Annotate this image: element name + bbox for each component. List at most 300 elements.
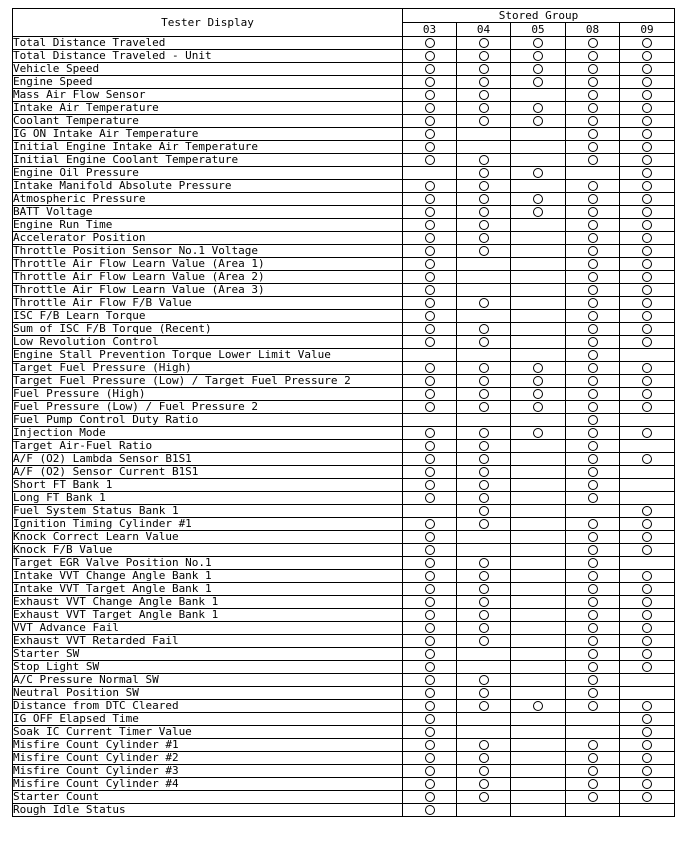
group-cell-08 [566,336,620,349]
item-label: Throttle Air Flow Learn Value (Area 1) [13,258,403,271]
group-cell-03 [403,648,457,661]
table-row [13,778,675,791]
group-cell-05 [511,583,566,596]
stored-circle-icon [588,558,598,568]
group-cell-04 [457,466,511,479]
group-cell-03 [403,284,457,297]
table-row [13,518,675,531]
group-cell-03 [403,180,457,193]
group-cell-05 [511,232,566,245]
group-cell-05 [511,427,566,440]
group-cell-09 [620,414,675,427]
stored-circle-icon [425,662,435,672]
stored-circle-icon [425,636,435,646]
stored-circle-icon [425,311,435,321]
group-cell-09 [620,687,675,700]
stored-circle-icon [479,779,489,789]
stored-circle-icon [425,610,435,620]
stored-circle-icon [479,220,489,230]
stored-circle-icon [588,675,598,685]
group-cell-08 [566,622,620,635]
group-column-header: 04 [457,23,511,37]
stored-circle-icon [479,194,489,204]
group-cell-03 [403,388,457,401]
group-cell-09 [620,765,675,778]
stored-circle-icon [425,532,435,542]
group-cell-03 [403,167,457,180]
stored-circle-icon [588,142,598,152]
stored-circle-icon [588,233,598,243]
group-cell-03 [403,583,457,596]
stored-circle-icon [642,597,652,607]
group-cell-03 [403,414,457,427]
group-cell-09 [620,492,675,505]
group-cell-09 [620,713,675,726]
stored-circle-icon [533,363,543,373]
tester-display-header: Tester Display [13,9,403,37]
group-cell-03 [403,466,457,479]
stored-circle-icon [425,194,435,204]
group-cell-08 [566,310,620,323]
stored-circle-icon [533,168,543,178]
stored-circle-icon [479,376,489,386]
group-cell-04 [457,50,511,63]
item-label: Fuel System Status Bank 1 [13,505,403,518]
stored-group-table [12,8,675,817]
group-cell-05 [511,661,566,674]
group-cell-05 [511,700,566,713]
stored-circle-icon [479,623,489,633]
stored-circle-icon [479,207,489,217]
table-row [13,804,675,817]
group-cell-04 [457,635,511,648]
stored-circle-icon [642,363,652,373]
group-cell-08 [566,596,620,609]
stored-circle-icon [479,389,489,399]
stored-circle-icon [425,337,435,347]
table-row [13,362,675,375]
stored-circle-icon [642,324,652,334]
group-cell-09 [620,570,675,583]
group-cell-05 [511,37,566,50]
table-row [13,206,675,219]
stored-circle-icon [588,272,598,282]
stored-circle-icon [479,155,489,165]
table-row [13,479,675,492]
group-cell-08 [566,323,620,336]
stored-circle-icon [425,675,435,685]
stored-circle-icon [425,558,435,568]
stored-circle-icon [425,584,435,594]
group-cell-03 [403,739,457,752]
stored-circle-icon [642,259,652,269]
stored-circle-icon [479,493,489,503]
stored-circle-icon [479,116,489,126]
group-cell-03 [403,336,457,349]
item-label: Starter Count [13,791,403,804]
item-label: Intake Manifold Absolute Pressure [13,180,403,193]
stored-circle-icon [479,584,489,594]
group-cell-08 [566,557,620,570]
group-cell-09 [620,154,675,167]
group-cell-04 [457,557,511,570]
item-label: Accelerator Position [13,232,403,245]
stored-circle-icon [642,155,652,165]
group-cell-09 [620,245,675,258]
group-cell-03 [403,635,457,648]
stored-circle-icon [425,792,435,802]
group-cell-05 [511,245,566,258]
table-row [13,297,675,310]
group-cell-09 [620,206,675,219]
group-cell-08 [566,284,620,297]
group-column-header: 05 [511,23,566,37]
stored-circle-icon [479,480,489,490]
group-cell-04 [457,89,511,102]
group-cell-08 [566,518,620,531]
stored-circle-icon [425,519,435,529]
table-row [13,531,675,544]
stored-circle-icon [588,363,598,373]
table-row [13,674,675,687]
group-cell-03 [403,518,457,531]
stored-circle-icon [479,337,489,347]
group-cell-09 [620,193,675,206]
group-cell-05 [511,180,566,193]
stored-circle-icon [425,441,435,451]
table-row [13,726,675,739]
stored-circle-icon [588,246,598,256]
stored-circle-icon [642,181,652,191]
group-cell-09 [620,622,675,635]
stored-circle-icon [642,532,652,542]
table-row [13,193,675,206]
table-row [13,466,675,479]
group-cell-08 [566,219,620,232]
group-cell-04 [457,297,511,310]
group-cell-04 [457,674,511,687]
item-label: Sum of ISC F/B Torque (Recent) [13,323,403,336]
stored-circle-icon [425,389,435,399]
stored-circle-icon [425,103,435,113]
table-row [13,427,675,440]
item-label: Short FT Bank 1 [13,479,403,492]
group-cell-08 [566,661,620,674]
item-label: Fuel Pressure (Low) / Fuel Pressure 2 [13,401,403,414]
item-label: A/F (O2) Lambda Sensor B1S1 [13,453,403,466]
stored-circle-icon [533,103,543,113]
group-cell-09 [620,466,675,479]
group-cell-08 [566,232,620,245]
stored-circle-icon [588,597,598,607]
stored-circle-icon [479,688,489,698]
group-cell-08 [566,752,620,765]
group-cell-03 [403,687,457,700]
stored-circle-icon [425,727,435,737]
group-cell-03 [403,778,457,791]
stored-circle-icon [588,493,598,503]
stored-circle-icon [533,38,543,48]
stored-circle-icon [642,649,652,659]
group-cell-08 [566,635,620,648]
stored-circle-icon [588,792,598,802]
stored-circle-icon [588,90,598,100]
group-cell-08 [566,440,620,453]
item-label: Soak IC Current Timer Value [13,726,403,739]
group-cell-04 [457,713,511,726]
group-cell-03 [403,76,457,89]
stored-circle-icon [533,64,543,74]
group-cell-05 [511,388,566,401]
group-cell-04 [457,388,511,401]
stored-circle-icon [425,454,435,464]
group-cell-03 [403,232,457,245]
item-label: Exhaust VVT Change Angle Bank 1 [13,596,403,609]
stored-circle-icon [479,636,489,646]
item-label: Misfire Count Cylinder #2 [13,752,403,765]
item-label: Fuel Pump Control Duty Ratio [13,414,403,427]
group-cell-09 [620,271,675,284]
stored-circle-icon [642,90,652,100]
item-label: Initial Engine Intake Air Temperature [13,141,403,154]
stored-circle-icon [425,298,435,308]
group-cell-08 [566,765,620,778]
group-cell-09 [620,752,675,765]
item-label: VVT Advance Fail [13,622,403,635]
stored-circle-icon [588,428,598,438]
group-cell-04 [457,310,511,323]
group-cell-04 [457,271,511,284]
stored-circle-icon [642,454,652,464]
stored-circle-icon [479,766,489,776]
group-cell-09 [620,648,675,661]
group-cell-05 [511,362,566,375]
group-cell-03 [403,726,457,739]
group-cell-08 [566,349,620,362]
item-label: Total Distance Traveled - Unit [13,50,403,63]
group-cell-08 [566,271,620,284]
table-row [13,687,675,700]
stored-circle-icon [642,636,652,646]
stored-circle-icon [479,441,489,451]
group-cell-09 [620,401,675,414]
group-cell-04 [457,232,511,245]
group-cell-04 [457,752,511,765]
group-cell-09 [620,388,675,401]
stored-circle-icon [425,480,435,490]
stored-circle-icon [642,376,652,386]
item-label: Misfire Count Cylinder #3 [13,765,403,778]
group-cell-05 [511,193,566,206]
group-cell-04 [457,349,511,362]
table-row [13,752,675,765]
table-row [13,76,675,89]
group-cell-09 [620,544,675,557]
group-cell-04 [457,284,511,297]
stored-circle-icon [588,311,598,321]
stored-circle-icon [642,792,652,802]
group-cell-09 [620,583,675,596]
stored-circle-icon [425,155,435,165]
group-cell-08 [566,362,620,375]
group-cell-09 [620,804,675,817]
group-cell-03 [403,401,457,414]
group-cell-08 [566,37,620,50]
group-cell-05 [511,271,566,284]
item-label: Intake Air Temperature [13,102,403,115]
stored-circle-icon [425,545,435,555]
stored-circle-icon [588,259,598,269]
group-cell-08 [566,141,620,154]
group-cell-05 [511,141,566,154]
group-cell-05 [511,102,566,115]
stored-circle-icon [588,545,598,555]
stored-circle-icon [642,194,652,204]
group-cell-03 [403,219,457,232]
stored-circle-icon [479,363,489,373]
table-row [13,622,675,635]
group-cell-08 [566,453,620,466]
group-cell-08 [566,167,620,180]
group-cell-08 [566,778,620,791]
group-cell-08 [566,505,620,518]
stored-circle-icon [425,402,435,412]
table-row [13,401,675,414]
table-row [13,128,675,141]
item-label: ISC F/B Learn Torque [13,310,403,323]
stored-circle-icon [642,220,652,230]
table-row [13,505,675,518]
table-row [13,791,675,804]
stored-circle-icon [588,662,598,672]
stored-group-header: Stored Group [403,9,675,23]
group-cell-03 [403,362,457,375]
group-cell-09 [620,674,675,687]
stored-circle-icon [425,805,435,815]
group-cell-09 [620,115,675,128]
item-label: Exhaust VVT Target Angle Bank 1 [13,609,403,622]
stored-circle-icon [642,662,652,672]
group-cell-04 [457,63,511,76]
item-label: Throttle Air Flow Learn Value (Area 2) [13,271,403,284]
group-cell-09 [620,427,675,440]
item-label: Engine Oil Pressure [13,167,403,180]
stored-circle-icon [479,740,489,750]
group-cell-09 [620,739,675,752]
stored-circle-icon [588,194,598,204]
stored-circle-icon [479,519,489,529]
table-body [13,37,675,817]
group-cell-05 [511,492,566,505]
group-cell-04 [457,791,511,804]
stored-circle-icon [588,64,598,74]
group-cell-03 [403,479,457,492]
item-label: Long FT Bank 1 [13,492,403,505]
group-cell-05 [511,401,566,414]
group-cell-08 [566,492,620,505]
stored-circle-icon [642,740,652,750]
group-cell-09 [620,596,675,609]
stored-circle-icon [642,246,652,256]
stored-circle-icon [533,389,543,399]
group-cell-09 [620,167,675,180]
group-cell-08 [566,206,620,219]
group-cell-03 [403,37,457,50]
group-cell-04 [457,661,511,674]
table-row [13,310,675,323]
group-cell-04 [457,726,511,739]
stored-circle-icon [479,792,489,802]
group-cell-05 [511,739,566,752]
group-cell-09 [620,375,675,388]
stored-circle-icon [588,766,598,776]
stored-circle-icon [479,103,489,113]
group-cell-04 [457,765,511,778]
group-cell-08 [566,401,620,414]
group-cell-04 [457,583,511,596]
stored-circle-icon [642,506,652,516]
stored-circle-icon [588,636,598,646]
group-cell-05 [511,206,566,219]
group-cell-03 [403,102,457,115]
group-cell-09 [620,518,675,531]
stored-circle-icon [642,207,652,217]
item-label: Engine Stall Prevention Torque Lower Limit Value [13,349,403,362]
stored-circle-icon [642,714,652,724]
stored-circle-icon [479,324,489,334]
group-cell-03 [403,531,457,544]
group-cell-05 [511,284,566,297]
group-cell-09 [620,323,675,336]
group-cell-03 [403,141,457,154]
group-cell-04 [457,167,511,180]
stored-circle-icon [425,246,435,256]
table-row [13,739,675,752]
table-row [13,700,675,713]
group-cell-09 [620,180,675,193]
group-cell-05 [511,531,566,544]
group-cell-09 [620,778,675,791]
stored-circle-icon [425,779,435,789]
table-row [13,713,675,726]
group-cell-04 [457,258,511,271]
stored-circle-icon [425,233,435,243]
stored-group-document [12,8,675,817]
table-row [13,63,675,76]
group-cell-03 [403,804,457,817]
stored-circle-icon [479,38,489,48]
table-row [13,258,675,271]
stored-circle-icon [479,675,489,685]
stored-circle-icon [642,727,652,737]
group-cell-05 [511,479,566,492]
group-cell-08 [566,102,620,115]
table-row [13,180,675,193]
stored-circle-icon [425,51,435,61]
item-label: Knock Correct Learn Value [13,531,403,544]
stored-circle-icon [588,519,598,529]
table-row [13,661,675,674]
group-cell-05 [511,115,566,128]
group-cell-03 [403,258,457,271]
stored-circle-icon [479,506,489,516]
group-cell-05 [511,154,566,167]
stored-circle-icon [588,454,598,464]
stored-circle-icon [479,428,489,438]
stored-circle-icon [642,64,652,74]
group-cell-05 [511,375,566,388]
group-cell-05 [511,544,566,557]
